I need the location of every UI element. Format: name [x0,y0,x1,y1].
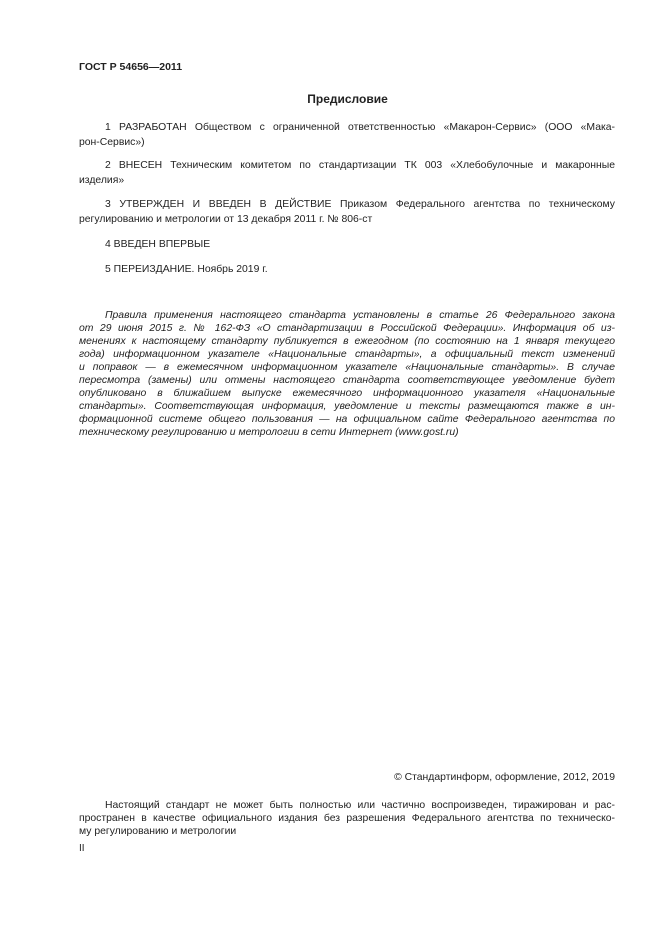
item-1 [79,121,615,150]
notice-line: техническому регулированию и метрологии в сети Интернет (www.gost.ru) [79,427,459,438]
item-line: 3 УТВЕРЖДЕН И ВВЕДЕН В ДЕЙСТВИЕ Приказом Федерального агентства по техническому [105,199,615,210]
reproduction-line: Настоящий стандарт не может быть полностью или частично воспроизведен, тиражирован и рас- [105,800,615,811]
notice-line: и поправок — в ежемесячном информационном указателе «Национальные стандарты». В случае [79,362,615,373]
item-2 [79,159,615,188]
item-line: рон-Сервис») [79,136,145,148]
item-line: 1 РАЗРАБОТАН Обществом с ограниченной ответственностью «Макарон-Сервис» (ООО «Мака- [105,122,615,133]
standard-notice [79,309,615,439]
item-5 [79,263,615,278]
notice-line: стандарты». Соответствующая информация, уведомление и тексты размещаются также в ин- [79,401,615,412]
reproduction-notice [79,799,615,838]
item-3 [79,198,615,227]
notice-line: менениях к настоящему стандарту публикуется в ежегодном (по состоянию на 1 января текущего [79,336,615,347]
notice-line: Правила применения настоящего стандарта установлены в статье 26 Федерального закона [105,310,615,321]
page-title: Предисловие [307,92,388,106]
item-line: изделия» [79,174,125,186]
item-line: 5 ПЕРЕИЗДАНИЕ. Ноябрь 2019 г. [105,264,268,275]
notice-line: года) информационном указателе «Национальные стандарты», а официальный текст изменений [79,349,615,360]
notice-line: пересмотра (замены) или отмены настоящего стандарта соответствующее уведомление будет [79,375,615,386]
item-line: 2 ВНЕСЕН Техническим комитетом по стандартизации ТК 003 «Хлебобулочные и макаронные [105,160,615,171]
notice-line: от 29 июня 2015 г. № 162-ФЗ «О стандартизации в Российской Федерации». Информация об из- [79,323,615,334]
reproduction-line: пространен в качестве официального издания без разрешения Федерального агентства по техническо- [79,813,615,824]
item-line: регулированию и метрологии от 13 декабря 2011 г. № 806-ст [79,213,373,225]
item-line: 4 ВВЕДЕН ВПЕРВЫЕ [105,239,211,250]
page-number: II [79,843,85,854]
notice-line: формационной системе общего пользования — на официальном сайте Федерального агентства по [79,414,615,425]
document-code: ГОСТ Р 54656—2011 [79,61,183,73]
item-4 [79,238,615,253]
reproduction-line: му регулированию и метрологии [79,826,237,837]
notice-line: опубликовано в ближайшем выпуске ежемесячного информационного указателя «Национальные [79,388,615,399]
copyright: © Стандартинформ, оформление, 2012, 2019 [394,772,615,783]
